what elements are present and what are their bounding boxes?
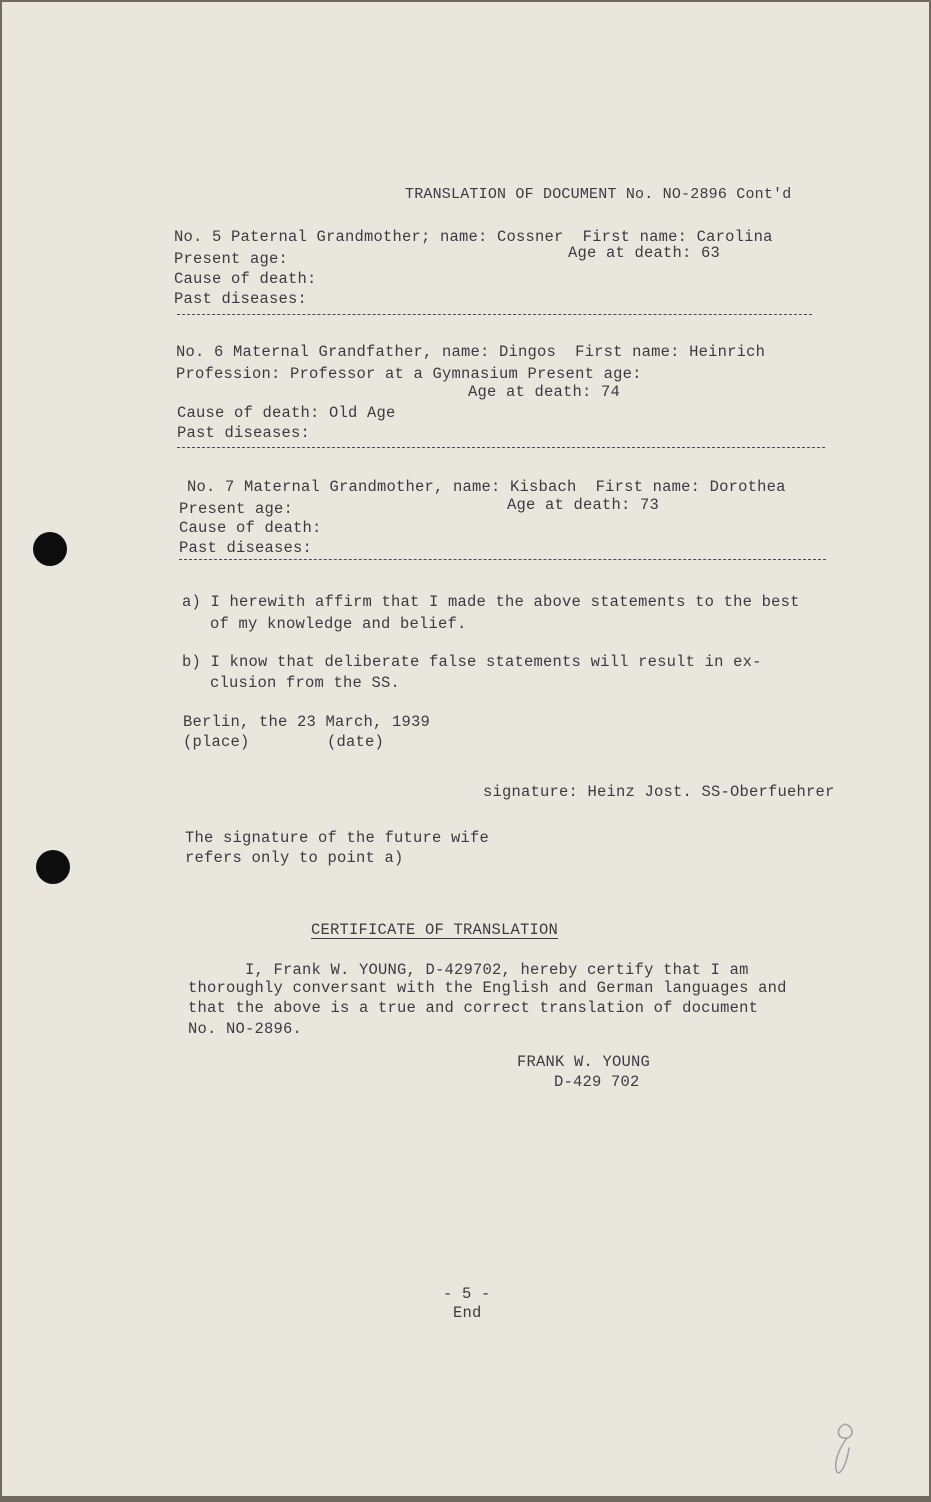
statement-a-line1: a) I herewith affirm that I made the above statements to the best bbox=[182, 593, 800, 611]
punch-hole bbox=[36, 850, 70, 884]
entry-6-profession: Profession: Professor at a Gymnasium Present age: bbox=[176, 365, 642, 383]
entry-5-present-age: Present age: bbox=[174, 250, 289, 268]
entry-5-line1: No. 5 Paternal Grandmother; name: Cossner First name: Carolina bbox=[174, 228, 773, 246]
certificate-line1: I, Frank W. YOUNG, D-429702, hereby certify that I am bbox=[245, 961, 749, 979]
document-header: TRANSLATION OF DOCUMENT No. NO-2896 Cont'd bbox=[405, 186, 792, 203]
entry-6-past-diseases: Past diseases: bbox=[177, 424, 311, 442]
document-page bbox=[2, 2, 929, 1496]
certificate-line4: No. NO-2896. bbox=[188, 1020, 303, 1038]
entry-5-cause-of-death: Cause of death: bbox=[174, 270, 317, 288]
punch-hole bbox=[33, 532, 67, 566]
entry-7-age-at-death: Age at death: 73 bbox=[507, 496, 660, 514]
translator-id: D-429 702 bbox=[554, 1073, 640, 1091]
statement-b-line1: b) I know that deliberate false statements will result in ex- bbox=[182, 653, 762, 671]
entry-6-age-at-death: Age at death: 74 bbox=[468, 383, 621, 401]
entry-7-past-diseases: Past diseases: bbox=[179, 539, 313, 557]
place-label: (place) bbox=[183, 733, 250, 751]
entry-7-line1: No. 7 Maternal Grandmother, name: Kisbach First name: Dorothea bbox=[187, 478, 786, 496]
entry-5-age-at-death: Age at death: 63 bbox=[568, 244, 721, 262]
separator-rule bbox=[177, 314, 812, 315]
date-label: (date) bbox=[327, 733, 385, 751]
separator-rule bbox=[179, 559, 826, 560]
statement-a-line2: of my knowledge and belief. bbox=[210, 615, 467, 633]
certificate-title: CERTIFICATE OF TRANSLATION bbox=[311, 921, 559, 939]
entry-6-line1: No. 6 Maternal Grandfather, name: Dingos First name: Heinrich bbox=[176, 343, 766, 361]
wife-note-line1: The signature of the future wife bbox=[185, 829, 490, 847]
end-marker: End bbox=[453, 1304, 482, 1322]
entry-5-past-diseases: Past diseases: bbox=[174, 290, 308, 308]
entry-6-cause-of-death: Cause of death: Old Age bbox=[177, 404, 396, 422]
entry-7-cause-of-death: Cause of death: bbox=[179, 519, 322, 537]
certificate-line3: that the above is a true and correct translation of document bbox=[188, 999, 759, 1017]
certificate-line2: thoroughly conversant with the English and German languages and bbox=[188, 979, 787, 997]
separator-rule bbox=[177, 447, 825, 448]
signature-line: signature: Heinz Jost. SS-Oberfuehrer bbox=[483, 783, 835, 801]
entry-7-present-age: Present age: bbox=[179, 500, 294, 518]
translator-name: FRANK W. YOUNG bbox=[517, 1053, 651, 1071]
place-date-line: Berlin, the 23 March, 1939 bbox=[183, 713, 431, 731]
wife-note-line2: refers only to point a) bbox=[185, 849, 404, 867]
page-number: - 5 - bbox=[443, 1285, 491, 1303]
pencil-mark-icon bbox=[827, 1418, 857, 1478]
statement-b-line2: clusion from the SS. bbox=[210, 674, 401, 692]
